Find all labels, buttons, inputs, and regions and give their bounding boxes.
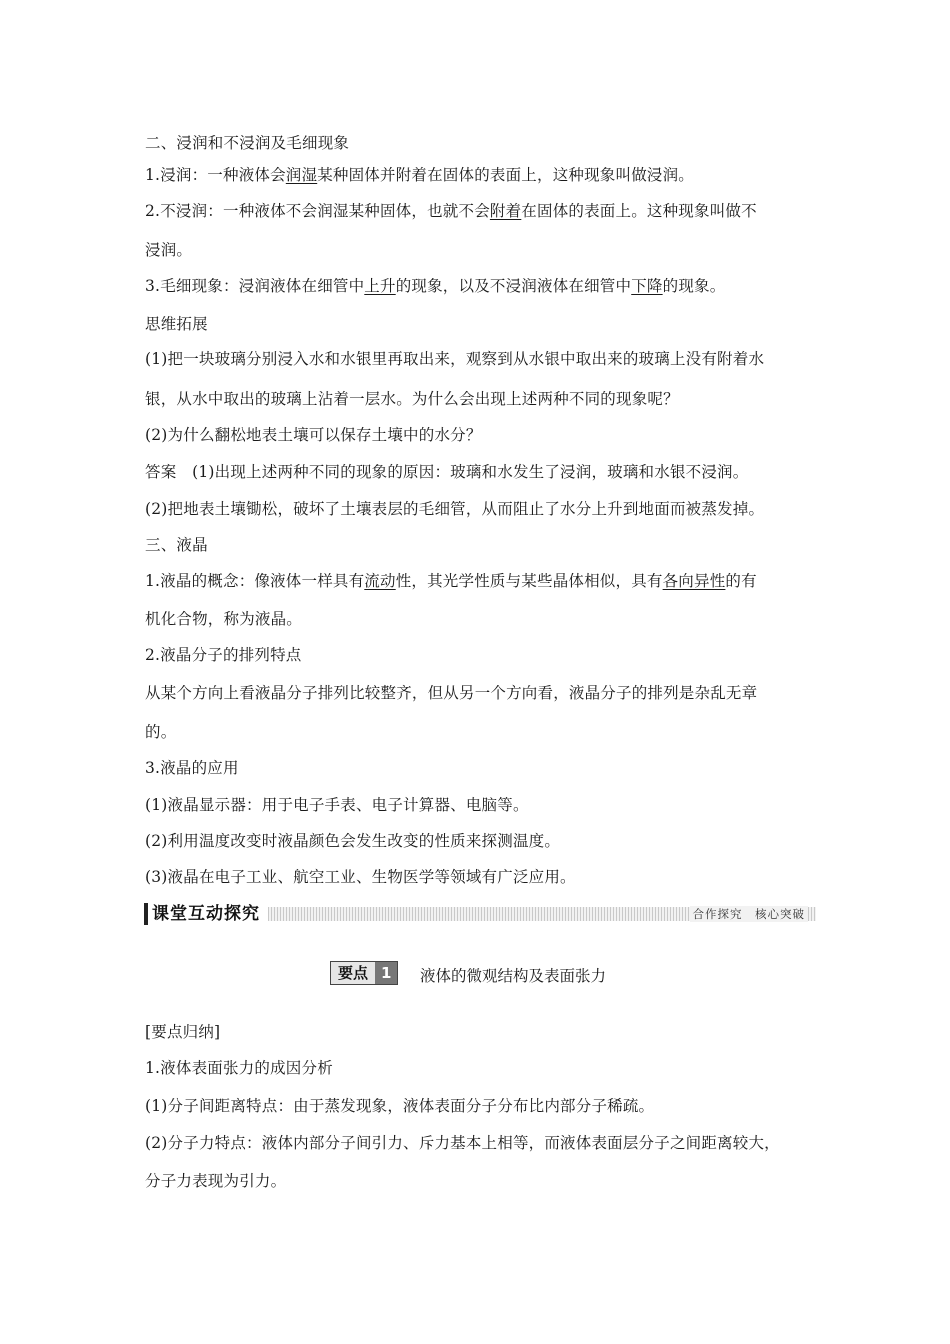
text-line: [145, 165, 694, 185]
text-segment: 的现象，以及不浸润液体在细管中: [395, 277, 632, 295]
text-line: [145, 462, 748, 482]
key-point-title: 液体的微观结构及表面张力: [420, 967, 607, 985]
text-segment: (2)为什么翻松地表土壤可以保存土壤中的水分？: [145, 426, 482, 444]
text-line: [145, 1058, 333, 1078]
text-line: [145, 389, 679, 409]
text-segment: 某种固体并附着在固体的表面上，这种现象叫做浸润。: [317, 166, 695, 184]
section-banner-subtitle: 合作探究 核心突破: [690, 906, 809, 922]
section-banner-title: 课堂互动探究: [152, 903, 266, 925]
text-line: [145, 831, 560, 851]
key-point-label: 要点: [331, 962, 375, 984]
underlined-term: 上升: [364, 277, 396, 295]
text-line: [145, 201, 757, 221]
text-segment: 性，其光学性质与某些晶体相似，具有: [395, 572, 663, 590]
text-segment: 2.液晶分子的排列特点: [145, 646, 302, 664]
text-segment: 银，从水中取出的玻璃上沾着一层水。为什么会出现上述两种不同的现象呢？: [145, 390, 679, 408]
underlined-term: 附着: [489, 202, 522, 220]
section-banner: [144, 903, 816, 925]
text-line: [145, 499, 764, 519]
text-segment: 三、液晶: [145, 536, 208, 554]
text-line: [145, 867, 576, 887]
text-segment: 答案 (1)出现上述两种不同的现象的原因：玻璃和水发生了浸润，玻璃和水银不浸润。: [145, 463, 749, 481]
text-segment: 从某个方向上看液晶分子排列比较整齐，但从另一个方向看，液晶分子的排列是杂乱无章: [145, 684, 758, 702]
text-segment: 二、浸润和不浸润及毛细现象: [145, 134, 350, 152]
underlined-term: 润湿: [285, 166, 318, 184]
text-segment: 1.液体表面张力的成因分析: [145, 1059, 333, 1077]
text-line: [145, 1171, 286, 1191]
text-line: [145, 571, 757, 591]
text-segment: (2)分子力特点：液体内部分子间引力、斥力基本上相等，而液体表面层分子之间距离较大，: [145, 1134, 780, 1152]
text-segment: (2)把地表土壤锄松，破坏了土壤表层的毛细管，从而阻止了水分上升到地面而被蒸发掉。: [145, 500, 765, 518]
underlined-term: 流动: [364, 572, 396, 590]
text-line: [145, 722, 176, 742]
underlined-term: 下降: [631, 277, 663, 295]
text-segment: (1)分子间距离特点：由于蒸发现象，液体表面分子分布比内部分子稀疏。: [145, 1097, 655, 1115]
text-line: [145, 1096, 654, 1116]
text-line: [145, 683, 757, 703]
text-segment: 的。: [145, 723, 177, 741]
text-segment: 在固体的表面上。这种现象叫做不: [521, 202, 757, 220]
text-line: [145, 795, 529, 815]
text-line: [145, 758, 239, 778]
text-line: [145, 535, 208, 555]
text-segment: (1)液晶显示器：用于电子手表、电子计算器、电脑等。: [145, 796, 529, 814]
text-line: [145, 645, 302, 665]
text-line: [145, 1022, 220, 1042]
text-segment: 的现象。: [662, 277, 726, 295]
text-segment: 的有: [725, 572, 757, 590]
text-segment: [要点归纳]: [145, 1023, 221, 1041]
text-segment: 3.液晶的应用: [145, 759, 239, 777]
text-segment: 思维拓展: [145, 315, 208, 333]
text-segment: (3)液晶在电子工业、航空工业、生物医学等领域有广泛应用。: [145, 868, 576, 886]
text-line: [145, 349, 764, 369]
underlined-term: 各向异性: [662, 572, 726, 590]
key-point-badge: [330, 961, 398, 985]
text-segment: 1.浸润：一种液体会: [145, 166, 286, 184]
text-line: [145, 425, 482, 445]
text-line: [145, 609, 302, 629]
key-point-number: 1: [375, 962, 397, 984]
text-segment: 3.毛细现象：浸润液体在细管中: [145, 277, 365, 295]
text-segment: (2)利用温度改变时液晶颜色会发生改变的性质来探测温度。: [145, 832, 561, 850]
text-segment: (1)把一块玻璃分别浸入水和水银里再取出来，观察到从水银中取出来的玻璃上没有附着水: [145, 350, 765, 368]
text-line: [145, 133, 349, 153]
text-line: [145, 240, 192, 260]
text-segment: 分子力表现为引力。: [145, 1172, 287, 1190]
text-line: [145, 314, 208, 334]
text-segment: 1.液晶的概念：像液体一样具有: [145, 572, 365, 590]
section-banner-mark: [144, 903, 148, 925]
text-segment: 机化合物，称为液晶。: [145, 610, 303, 628]
text-segment: 浸润。: [145, 241, 193, 259]
text-segment: 2.不浸润：一种液体不会润湿某种固体，也就不会: [145, 202, 490, 220]
text-line: [145, 276, 725, 296]
text-line: [145, 1133, 780, 1153]
